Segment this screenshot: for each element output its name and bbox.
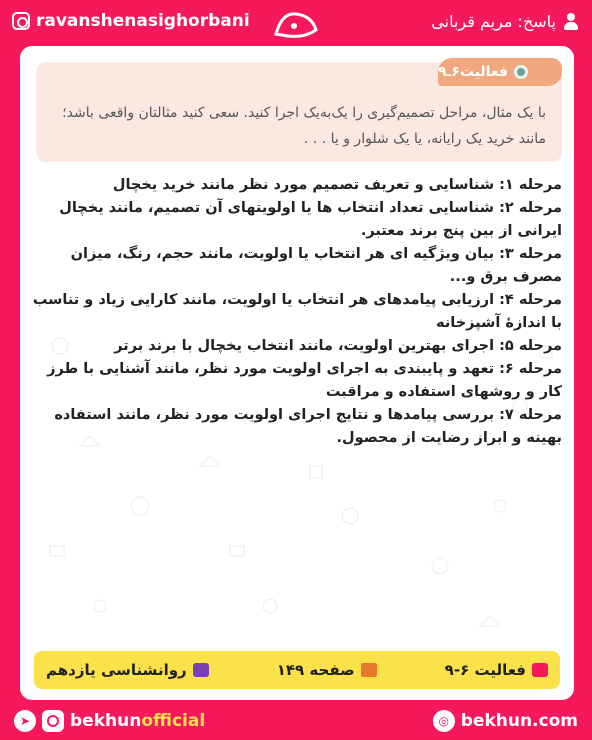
bottom-bar: [0, 702, 592, 740]
globe-icon: ◎: [433, 710, 455, 732]
step-item: مرحله ۱: شناسایی و تعریف تصمیم مورد نظر مانند خرید یخچال: [112, 177, 562, 193]
website-label: bekhun.com: [460, 711, 578, 731]
tab-dot-icon: [514, 65, 528, 79]
footer-page: [277, 661, 377, 679]
website-link[interactable]: [433, 710, 578, 732]
step-item: مرحله ۵: اجرای بهترین اولویت، مانند انتخاب یخچال با برند برتر: [114, 338, 562, 354]
footer-book-label: روانشناسی یازدهم: [46, 661, 187, 679]
brand-suffix: official: [141, 711, 206, 731]
step-item: مرحله ۳: بیان ویژگیه ای هر انتخاب یا اولویت، مانند حجم، رنگ، میزان مصرف برق و...: [70, 246, 562, 285]
step-item: مرحله ۷: بررسی پیامدها و نتایج اجرای اولویت مورد نظر، مانند استفاده بهینه و ابراز رضایت از محصول.: [54, 407, 562, 446]
graduation-cap-icon: [193, 663, 209, 677]
telegram-icon: ➤: [14, 710, 36, 732]
person-icon: [532, 663, 548, 677]
instagram-handle: ravanshenasighorbani: [36, 11, 250, 31]
social-handle[interactable]: [14, 710, 205, 732]
activity-tab-label: فعالیت۶ـ۹: [438, 64, 509, 80]
footer-activity: [445, 661, 548, 679]
footer-book: [46, 661, 209, 679]
instagram-icon: [12, 12, 30, 30]
logo-icon: [268, 4, 324, 44]
answer-author-label: پاسخ: مریم قربانی: [431, 11, 556, 31]
answer-author: [431, 12, 580, 31]
instagram-handle-block[interactable]: [12, 11, 250, 31]
step-item: مرحله ۲: شناسایی تعداد انتخاب ها یا اولویتهای آن تصمیم، مانند یخچال ایرانی از بین پنج برند معتبر.: [59, 200, 562, 239]
user-icon: [562, 12, 580, 30]
step-item: مرحله ۴: ارزیابی پیامدهای هر انتخاب یا اولویت، مانند کارایی زیاد و تناسب با اندازهٔ آشپزخانه: [32, 292, 562, 331]
brand-prefix: bekhun: [70, 711, 142, 731]
activity-tab: [438, 58, 562, 86]
step-item: مرحله ۶: تعهد و پایبندی به اجرای اولویت مورد نظر، مانند آشنایی با طرز کار و روشهای استفاده و مراقبت: [47, 361, 562, 400]
content-card: [20, 46, 574, 700]
book-icon: [361, 663, 377, 677]
footer-info-bar: [34, 651, 560, 689]
bekhun-logo: [268, 4, 324, 44]
instagram-icon: [42, 710, 64, 732]
activity-box: [36, 62, 562, 162]
footer-page-label: صفحه ۱۴۹: [276, 661, 355, 679]
steps-list: [32, 174, 562, 450]
activity-question: با یک مثال، مراحل تصمیم‌گیری را یک‌به‌یک اجرا کنید. سعی کنید مثالتان واقعی باشد؛مانند خرید یک رایانه، یا یک شلوار و یا . . .: [62, 105, 546, 147]
footer-activity-label: فعالیت ۶-۹: [444, 661, 526, 679]
